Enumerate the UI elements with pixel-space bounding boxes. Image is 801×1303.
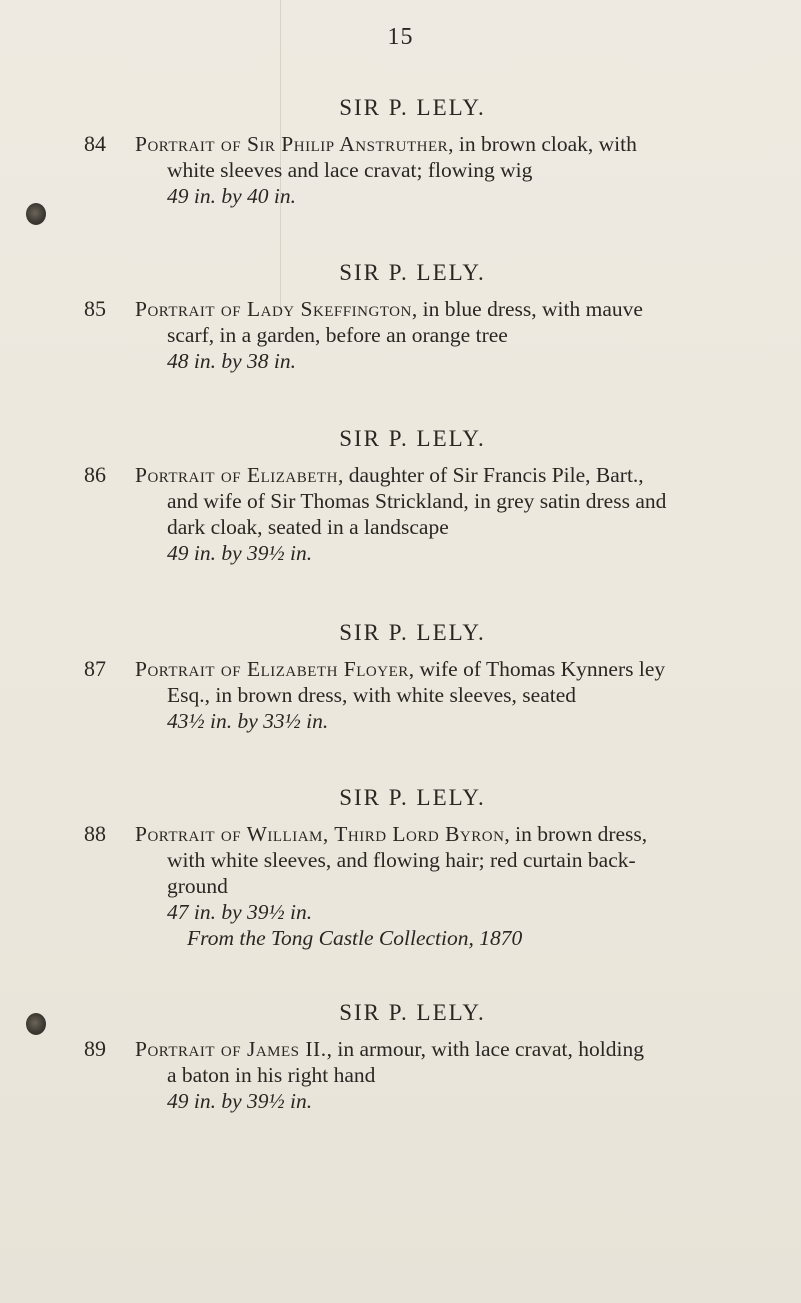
dimensions: 49 in. by 39½ in. xyxy=(167,1089,313,1113)
portrait-title: Portrait of James II. xyxy=(135,1037,327,1061)
artist-heading xyxy=(0,1000,801,1026)
lot-description xyxy=(135,131,765,209)
description-text: , in brown dress, xyxy=(504,822,648,846)
dimensions: 47 in. by 39½ in. xyxy=(167,900,313,924)
dimensions: 49 in. by 40 in. xyxy=(167,184,296,208)
artist-name: SIR P. LELY. xyxy=(339,785,486,810)
description-line xyxy=(135,462,765,488)
description-text: , in brown cloak, with xyxy=(448,132,637,156)
dimensions: 48 in. by 38 in. xyxy=(167,349,296,373)
description-line: white sleeves and lace cravat; flowing wig xyxy=(167,158,533,182)
portrait-title: Portrait of Sir Philip Anstruther xyxy=(135,132,449,156)
dimensions: 49 in. by 39½ in. xyxy=(167,541,313,565)
artist-name: SIR P. LELY. xyxy=(339,260,486,285)
artist-heading xyxy=(0,260,801,286)
description-line xyxy=(135,656,765,682)
lot-number: 86 xyxy=(84,462,106,487)
portrait-title: Portrait of William, Third Lord Byron xyxy=(135,822,505,846)
description-text: , in blue dress, with mauve xyxy=(411,297,643,321)
description-line xyxy=(135,296,765,322)
portrait-title: Portrait of Elizabeth xyxy=(135,463,338,487)
description-line: scarf, in a garden, before an orange tree xyxy=(167,323,508,347)
portrait-title: Portrait of Elizabeth Floyer xyxy=(135,657,409,681)
artist-heading xyxy=(0,95,801,121)
description-line xyxy=(135,1036,765,1062)
artist-name: SIR P. LELY. xyxy=(339,1000,486,1025)
description-line: Esq., in brown dress, with white sleeves, seated xyxy=(167,683,577,707)
lot-number: 85 xyxy=(84,296,106,321)
dimensions: 43½ in. by 33½ in. xyxy=(167,709,329,733)
artist-heading xyxy=(0,785,801,811)
description-line: a baton in his right hand xyxy=(167,1063,376,1087)
description-text: , daughter of Sir Francis Pile, Bart., xyxy=(337,463,644,487)
provenance: From the Tong Castle Collection, 1870 xyxy=(187,926,523,950)
lot-description xyxy=(135,1036,765,1114)
description-line xyxy=(135,131,765,157)
portrait-title: Portrait of Lady Skeffington xyxy=(135,297,412,321)
lot-description xyxy=(135,821,765,951)
artist-heading xyxy=(0,426,801,452)
description-line xyxy=(135,821,765,847)
artist-name: SIR P. LELY. xyxy=(339,95,486,120)
lot-description xyxy=(135,462,765,566)
description-line: dark cloak, seated in a landscape xyxy=(167,515,449,539)
description-text: , wife of Thomas Kynners ley xyxy=(408,657,666,681)
lot-description xyxy=(135,656,765,734)
description-line: with white sleeves, and flowing hair; red curtain back- xyxy=(167,848,636,872)
binding-hole-top xyxy=(26,203,46,225)
artist-name: SIR P. LELY. xyxy=(339,620,486,645)
page-number: 15 xyxy=(387,24,414,50)
description-line: and wife of Sir Thomas Strickland, in grey satin dress and xyxy=(167,489,667,513)
lot-description xyxy=(135,296,765,374)
artist-heading xyxy=(0,620,801,646)
lot-number: 87 xyxy=(84,656,106,681)
artist-name: SIR P. LELY. xyxy=(339,426,486,451)
description-text: , in armour, with lace cravat, holding xyxy=(326,1037,644,1061)
lot-number: 89 xyxy=(84,1036,106,1061)
lot-number: 84 xyxy=(84,131,106,156)
description-line: ground xyxy=(167,874,228,898)
lot-number: 88 xyxy=(84,821,106,846)
